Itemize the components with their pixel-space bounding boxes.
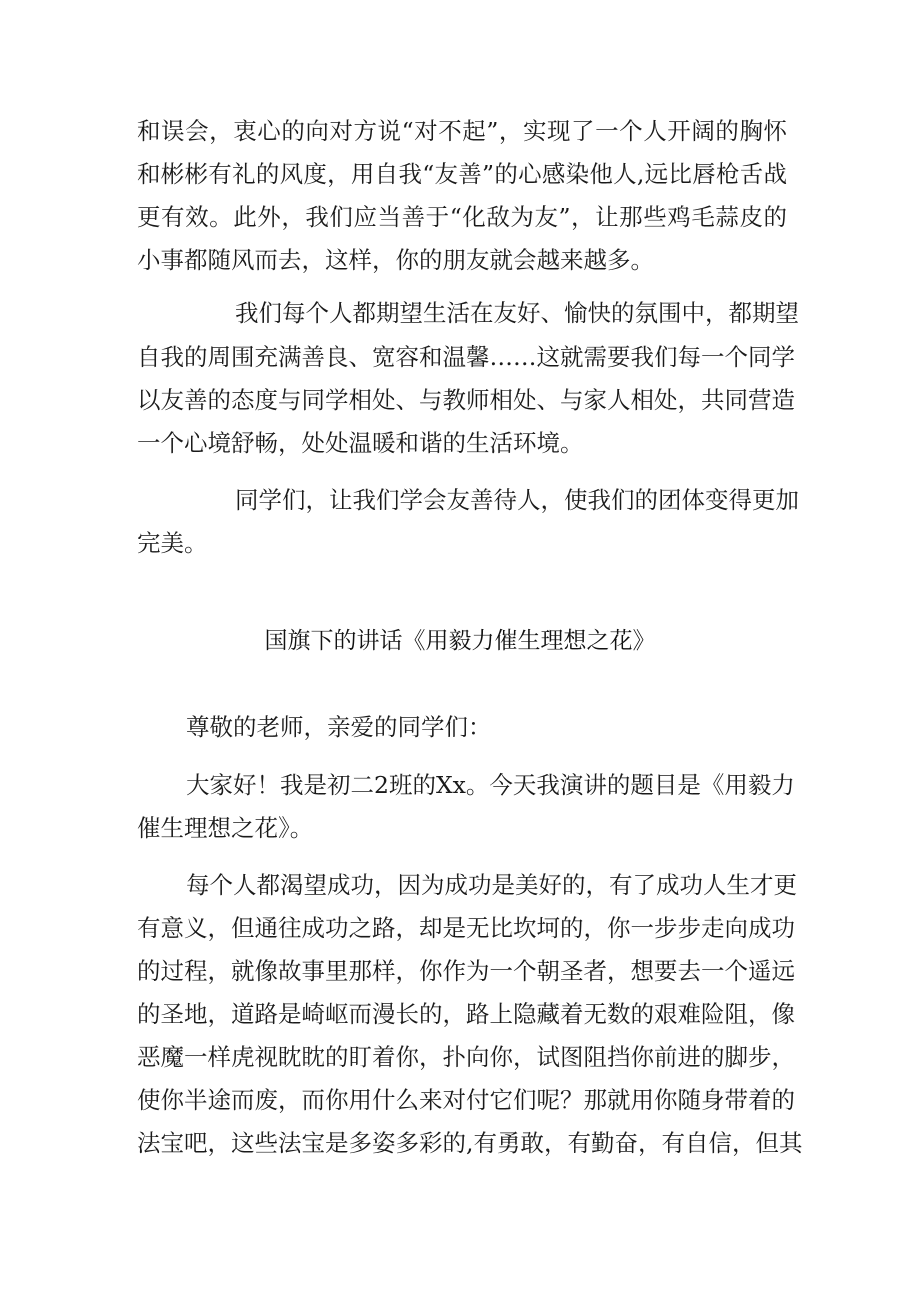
text-line: 自我的周围充满善良、宽容和温馨……这就需要我们每一个同学 bbox=[137, 343, 795, 371]
text-line: 的过程，就像故事里那样，你作为一个朝圣者，想要去一个遥远 bbox=[137, 957, 795, 985]
text-line: 大家好！我是初二2班的Xx。今天我演讲的题目是《用毅力 bbox=[186, 771, 795, 799]
text-line: 恶魔一样虎视眈眈的盯着你，扑向你，试图阻挡你前进的脚步， bbox=[137, 1043, 795, 1071]
speech-greeting: 尊敬的老师，亲爱的同学们： bbox=[186, 713, 492, 741]
section-title: 国旗下的讲话《用毅力催生理想之花》 bbox=[264, 628, 656, 654]
text-line: 使你半途而废，而你用什么来对付它们呢？那就用你随身带着的 bbox=[137, 1086, 795, 1114]
text-line: 每个人都渴望成功，因为成功是美好的，有了成功人生才更 bbox=[186, 871, 797, 899]
text-line: 催生理想之花》。 bbox=[137, 814, 314, 842]
text-line: 小事都随风而去，这样，你的朋友就会越来越多。 bbox=[137, 246, 654, 274]
text-line: 完美。 bbox=[137, 529, 208, 557]
text-line: 有意义，但通往成功之路，却是无比坎坷的，你一步步走向成功 bbox=[137, 914, 795, 942]
text-line: 法宝吧，这些法宝是多姿多彩的,有勇敢，有勤奋，有自信，但其 bbox=[137, 1129, 803, 1157]
text-line: 我们每个人都期望生活在友好、愉快的氛围中，都期望 bbox=[235, 299, 799, 327]
text-line: 和彬彬有礼的风度，用自我“友善”的心感染他人,远比唇枪舌战 bbox=[137, 160, 787, 188]
text-line: 以友善的态度与同学相处、与教师相处、与家人相处，共同营造 bbox=[137, 386, 795, 414]
text-line: 同学们，让我们学会友善待人，使我们的团体变得更加 bbox=[235, 486, 799, 514]
text-line: 的圣地，道路是崎岖而漫长的，路上隐藏着无数的艰难险阻，像 bbox=[137, 1000, 795, 1028]
text-line: 更有效。此外，我们应当善于“化敌为友”，让那些鸡毛蒜皮的 bbox=[137, 203, 787, 231]
text-line: 和误会，衷心的向对方说“对不起”，实现了一个人开阔的胸怀 bbox=[137, 117, 787, 145]
text-line: 一个心境舒畅，处处温暖和谐的生活环境。 bbox=[137, 429, 584, 457]
